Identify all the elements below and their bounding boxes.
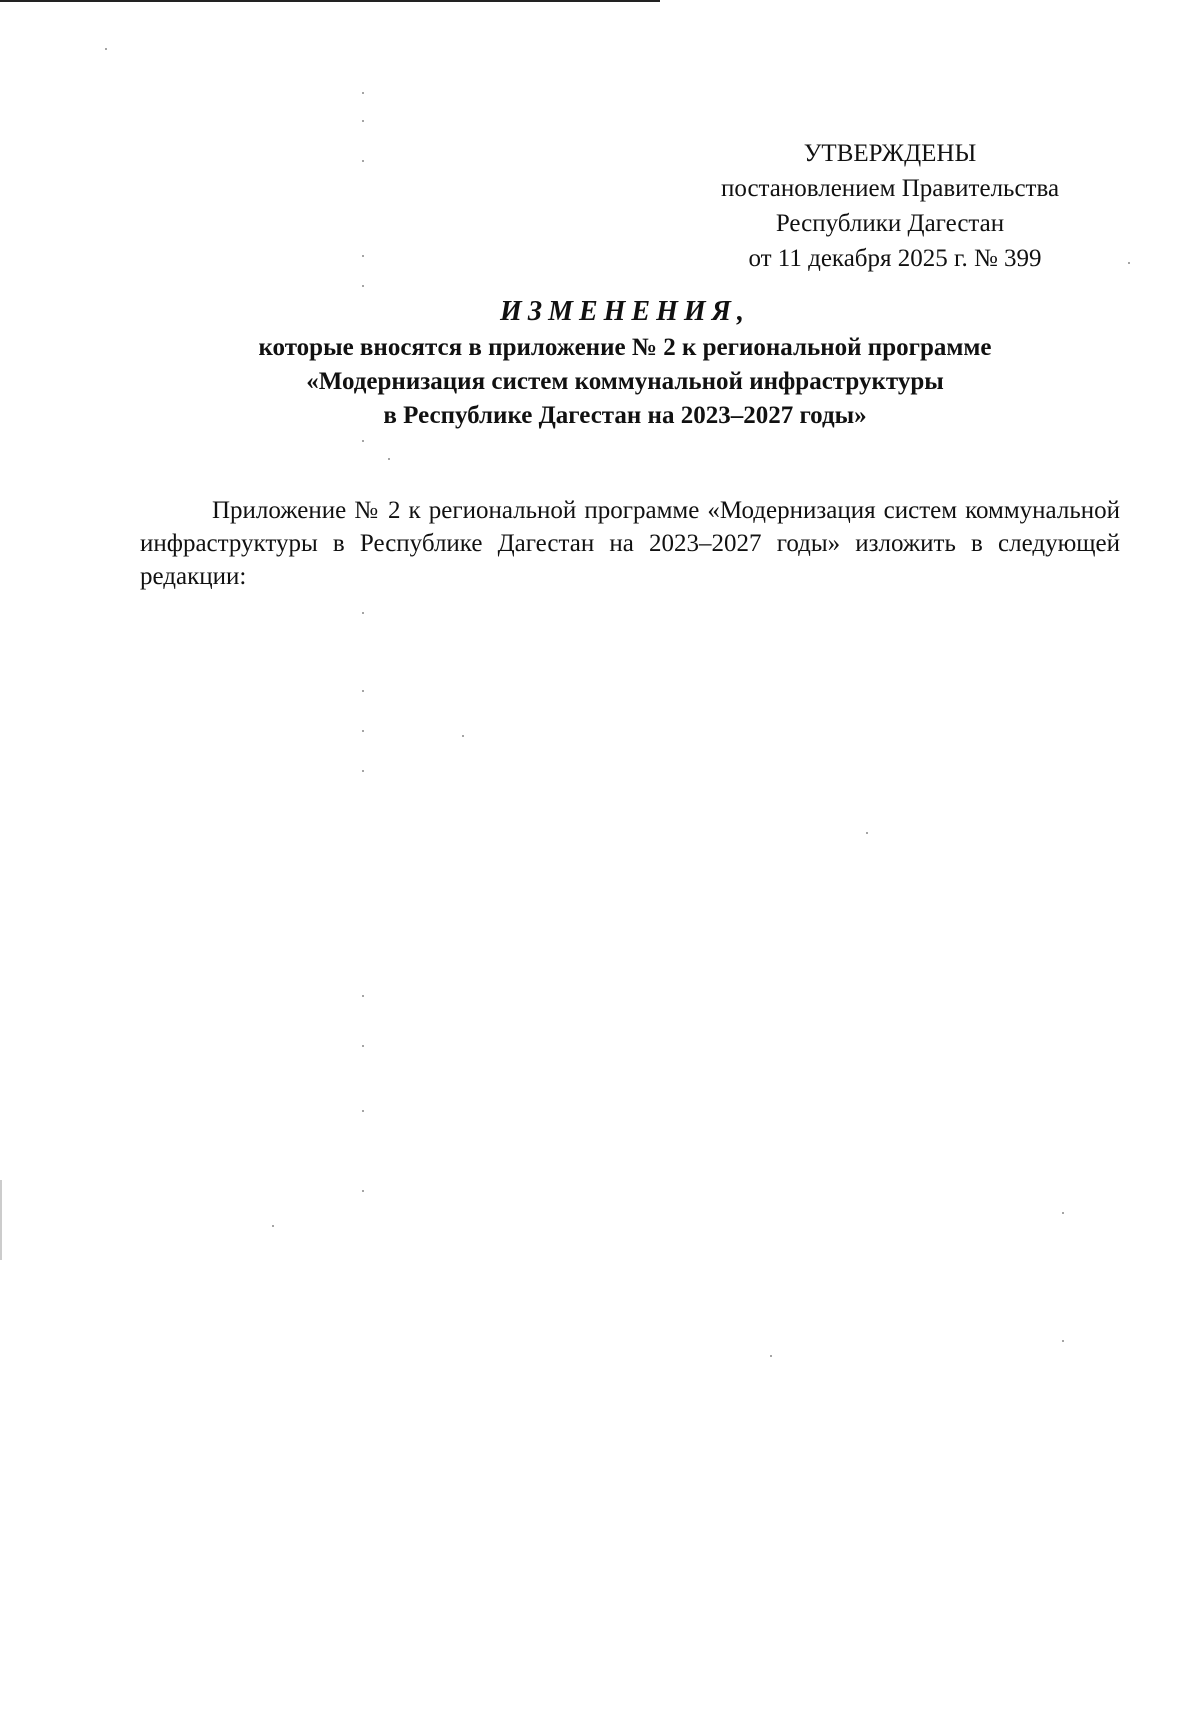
- scan-speck: [1062, 1340, 1064, 1342]
- scan-speck: [362, 160, 364, 162]
- scan-speck: [362, 1190, 364, 1192]
- approval-date-number: от 11 декабря 2025 г. № 399: [748, 245, 1042, 272]
- scan-speck: [362, 995, 364, 997]
- scan-speck: [362, 120, 364, 122]
- approval-region: Республики Дагестан: [775, 210, 1005, 237]
- scan-speck: [362, 92, 364, 94]
- scan-speck: [1062, 1212, 1064, 1214]
- scan-speck: [770, 1355, 772, 1357]
- scan-speck: [362, 690, 364, 692]
- scan-edge-left: [0, 1180, 2, 1260]
- scan-speck: [362, 770, 364, 772]
- scan-speck: [105, 48, 107, 50]
- scan-speck: [362, 440, 364, 442]
- scan-speck: [362, 285, 364, 287]
- scan-speck: [272, 1225, 274, 1227]
- approval-block: [680, 136, 1100, 276]
- heading-line-2: «Модернизация систем коммунальной инфраструктуры: [306, 368, 944, 395]
- scan-speck: [362, 1110, 364, 1112]
- scan-speck: [362, 612, 364, 614]
- heading-line-1: которые вносятся в приложение № 2 к региональной программе: [258, 334, 992, 361]
- body-paragraph: Приложение № 2 к региональной программе «Модернизация систем коммунальной инфраструктуры в Республике Дагестан на 2023–2027 годы» изложить в следующей редакции:: [140, 497, 1120, 590]
- heading-line-3: в Республике Дагестан на 2023–2027 годы»: [383, 402, 867, 429]
- scan-speck: [362, 730, 364, 732]
- scan-edge-top: [0, 0, 660, 2]
- scan-speck: [362, 1045, 364, 1047]
- scan-speck: [1128, 262, 1130, 264]
- scan-speck: [362, 255, 364, 257]
- document-heading: [150, 295, 1100, 433]
- scan-speck: [866, 832, 868, 834]
- approval-authority: постановлением Правительства: [720, 175, 1060, 202]
- approval-status: УТВЕРЖДЕНЫ: [803, 140, 977, 167]
- scan-speck: [388, 458, 390, 460]
- scan-speck: [462, 735, 464, 737]
- document-title: ИЗМЕНЕНИЯ,: [500, 296, 750, 327]
